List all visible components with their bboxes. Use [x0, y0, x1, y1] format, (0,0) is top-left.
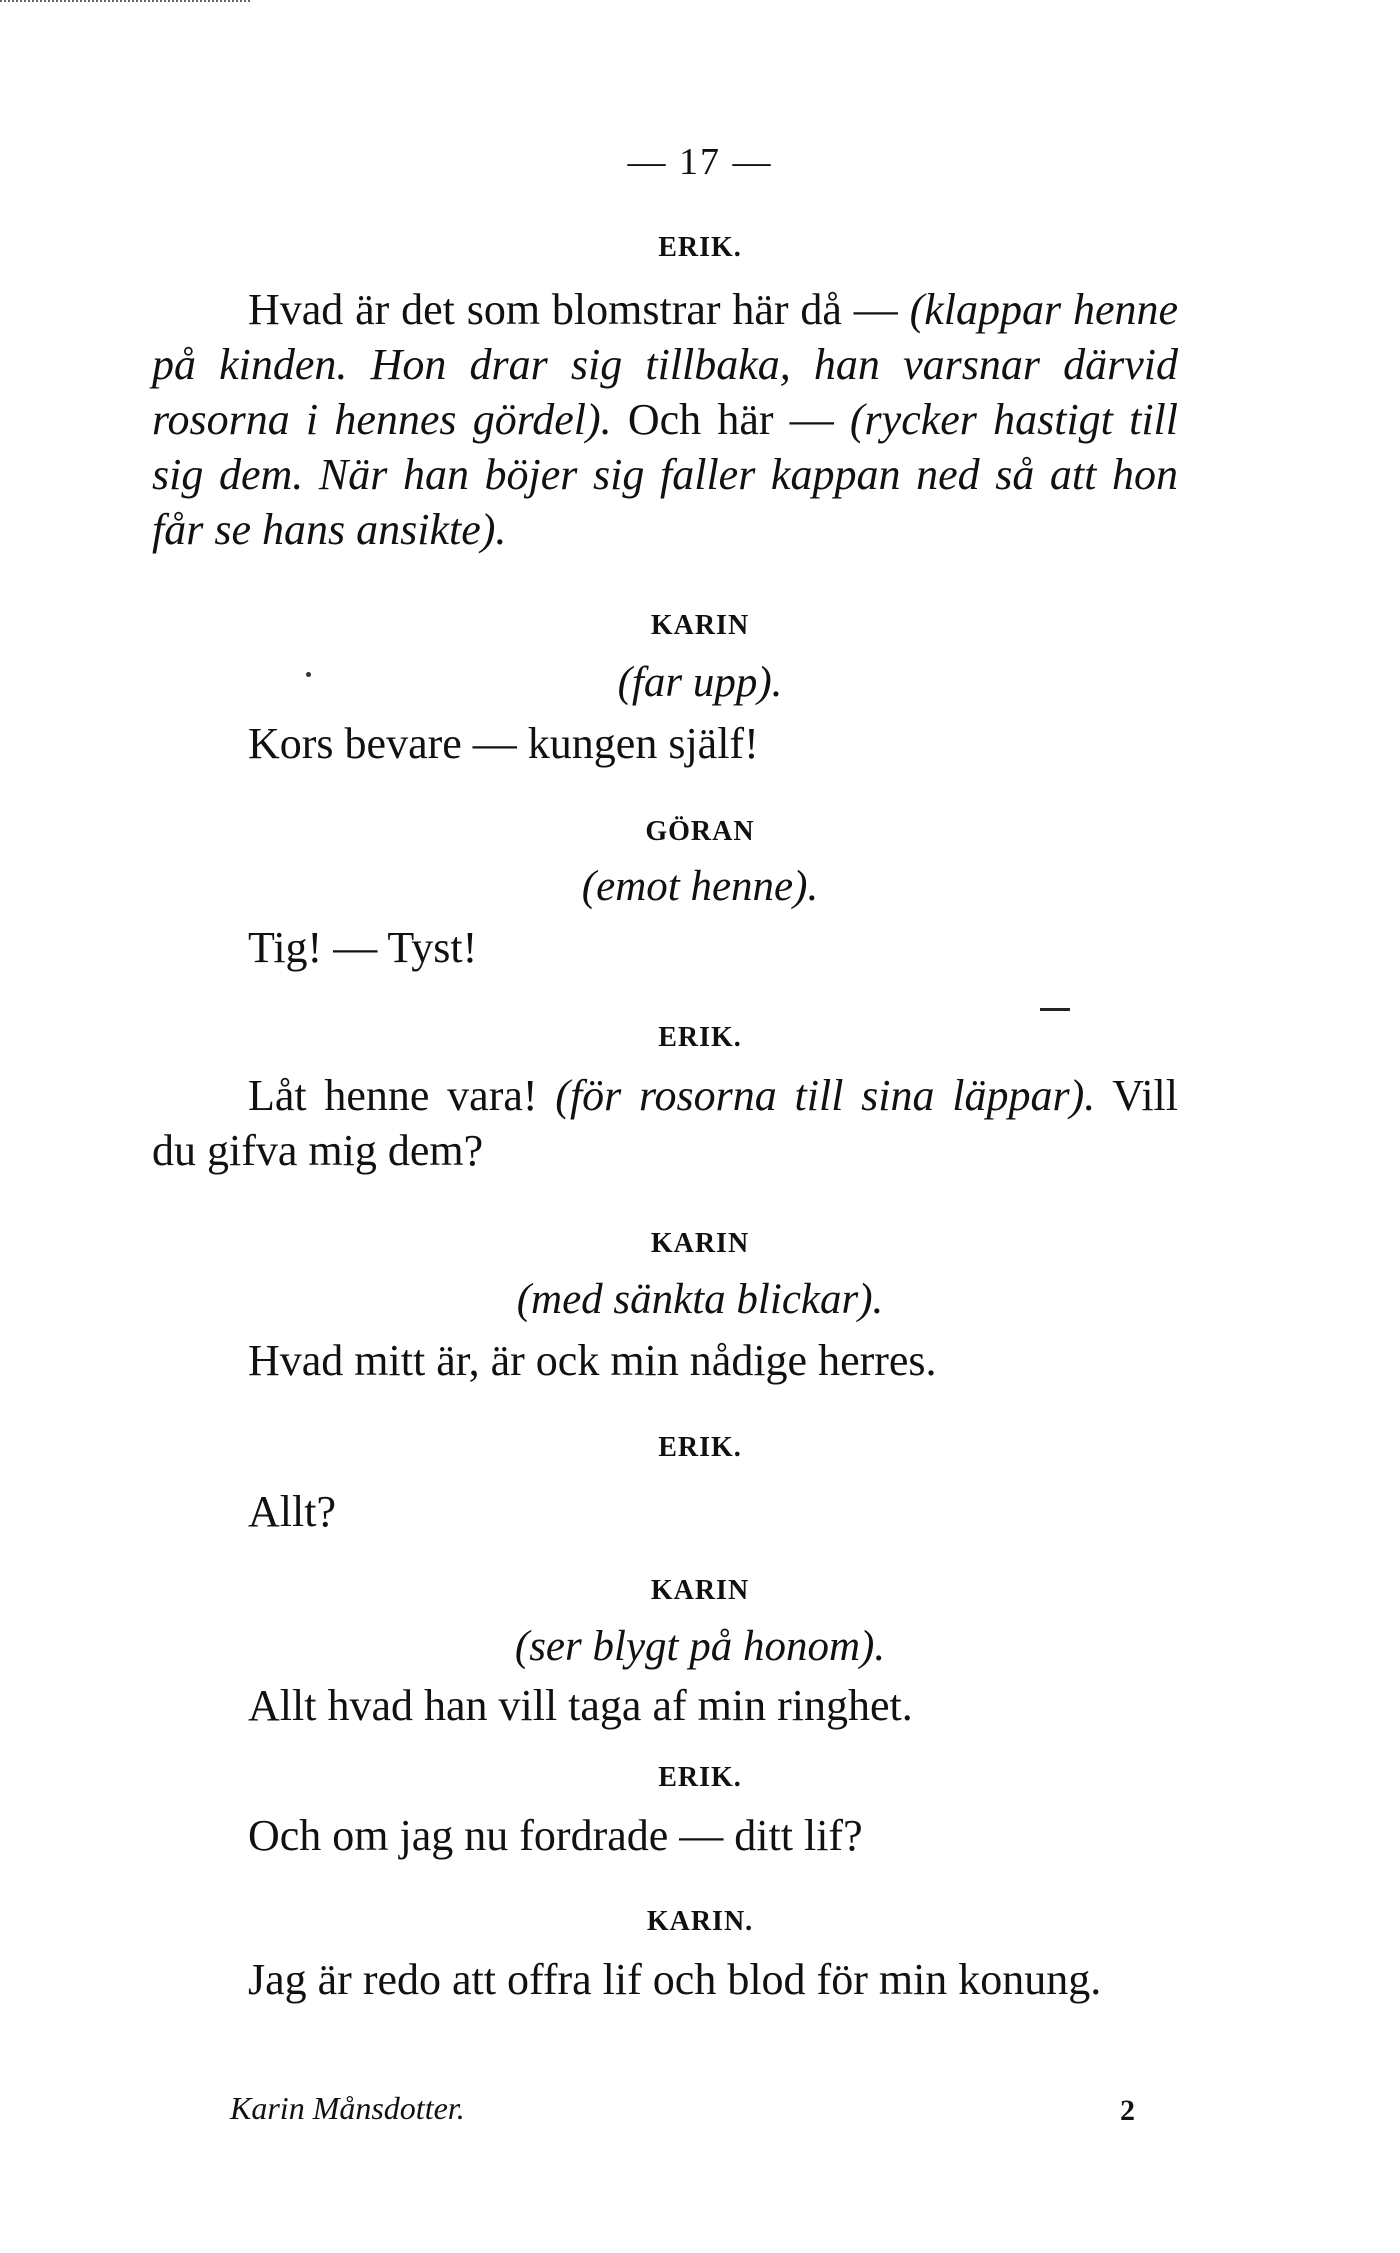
speaker-karin: KARIN.	[646, 1906, 754, 1937]
stage-direction: (klappar henne på kinden. Hon drar sig tillbaka, han varsnar därvid rosorna i hennes gördel).	[152, 285, 1179, 444]
speech-paragraph	[152, 282, 1178, 557]
speaker-goran: GÖRAN	[645, 816, 755, 847]
speech-line: Allt?	[248, 1487, 336, 1536]
speaker-karin: KARIN	[650, 1575, 750, 1606]
speaker-erik: ERIK.	[658, 1022, 742, 1053]
speaker-erik: ERIK.	[658, 232, 742, 263]
stage-direction: (rycker hastigt till sig dem. När han böjer sig faller kappan ned så att hon får se hans ansikte).	[152, 395, 1179, 554]
speech-line: Tig! — Tyst!	[248, 923, 478, 972]
speech-text: Och här —	[627, 395, 834, 444]
speaker-karin: KARIN	[650, 1228, 750, 1259]
stage-direction: (för rosorna till sina läppar).	[555, 1071, 1096, 1120]
speech-text: Vill du gifva mig dem?	[152, 1071, 1179, 1175]
speech-line: Kors bevare — kungen själf!	[248, 719, 759, 768]
stage-direction: (emot henne).	[581, 863, 819, 910]
speech-line: Hvad mitt är, är ock min nådige herres.	[248, 1336, 937, 1385]
stage-direction: (far upp).	[617, 659, 783, 706]
speech-line: Och om jag nu fordrade — ditt lif?	[248, 1811, 863, 1860]
speech-paragraph	[152, 1068, 1178, 1178]
scan-artifact	[0, 0, 250, 6]
speech-text: Hvad är det som blomstrar här då —	[248, 285, 898, 334]
speaker-erik: ERIK.	[658, 1432, 742, 1463]
stray-mark	[1040, 1008, 1070, 1011]
speaker-erik: ERIK.	[658, 1762, 742, 1793]
speech-line: Allt hvad han vill taga af min ringhet.	[248, 1681, 913, 1730]
speaker-karin: KARIN	[650, 610, 750, 641]
stage-direction: (ser blygt på honom).	[514, 1623, 886, 1670]
page-number: — 17 —	[627, 141, 773, 183]
speech-paragraph: Jag är redo att offra lif och blod för min konung.	[248, 1955, 1102, 2004]
stage-direction: (med sänkta blickar).	[516, 1276, 884, 1323]
speech-text: Låt henne vara!	[248, 1071, 538, 1120]
footer-signature: Karin Månsdotter.	[230, 2090, 465, 2126]
footer-signature-number: 2	[1120, 2094, 1135, 2127]
